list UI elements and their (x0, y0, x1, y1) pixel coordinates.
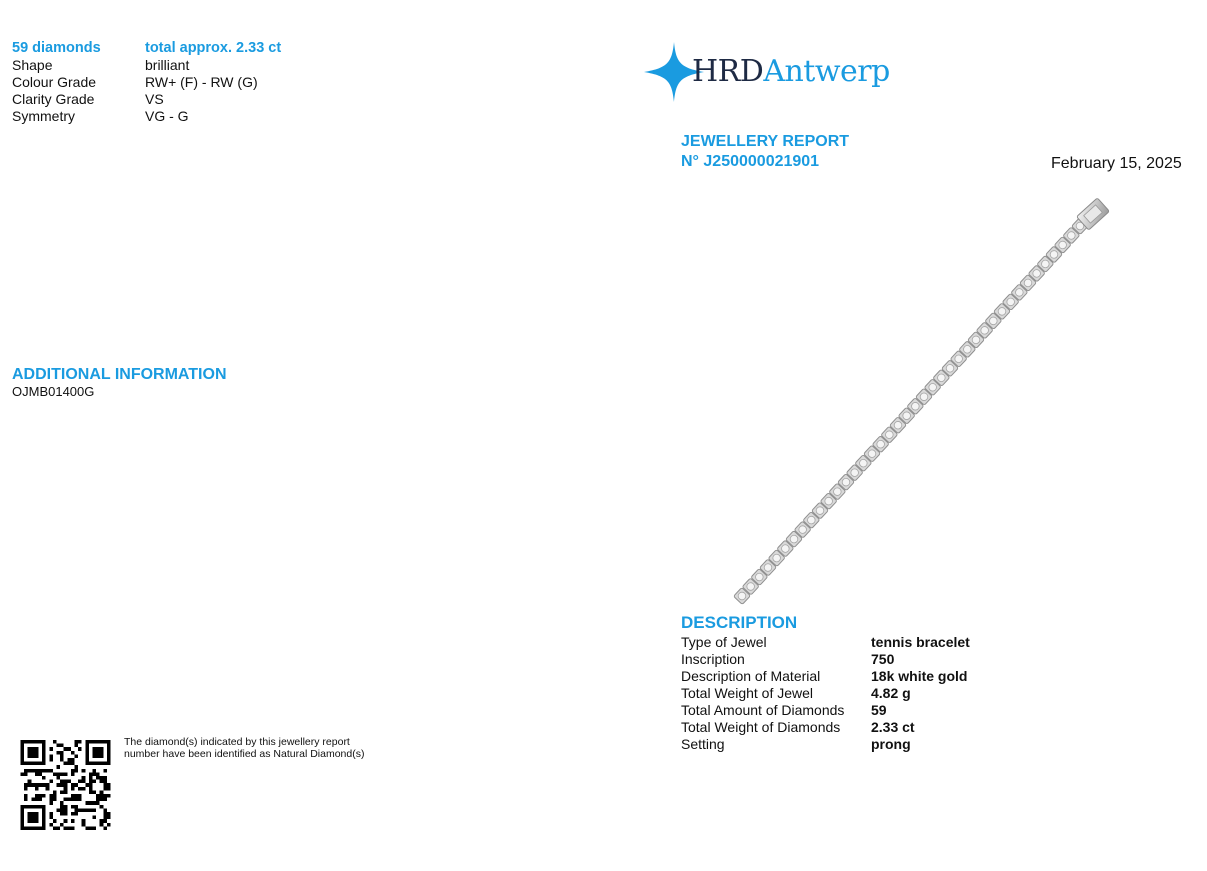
row-label: Setting (681, 736, 725, 752)
report-number: N° J250000021901 (681, 153, 820, 170)
hrd-antwerp-logo (642, 40, 942, 104)
row-value: 2.33 ct (871, 719, 915, 735)
natural-diamond-note: The diamond(s) indicated by this jewellery report number have been identified as Natural Diamond(s) (124, 736, 365, 760)
additional-information (12, 366, 227, 399)
row-label: Total Amount of Diamonds (681, 702, 845, 718)
row-label: Total Weight of Jewel (681, 685, 814, 701)
description-row-jewel-weight (681, 685, 970, 702)
diamond-total-weight: total approx. 2.33 ct (145, 40, 282, 56)
description-title: DESCRIPTION (681, 613, 798, 632)
description-section (681, 612, 970, 753)
report-title: JEWELLERY REPORT (681, 133, 850, 150)
row-label: Symmetry (12, 108, 75, 124)
report-heading (681, 132, 849, 172)
row-value: brilliant (145, 57, 190, 73)
row-value: VS (145, 91, 164, 107)
diamond-row-symmetry (12, 108, 332, 125)
logo-antwerp: Antwerp (763, 54, 890, 89)
report-date: February 15, 2025 (1051, 155, 1182, 172)
row-value: tennis bracelet (871, 634, 970, 650)
diamond-summary (12, 40, 332, 125)
row-value: RW+ (F) - RW (G) (145, 74, 258, 90)
logo-wordmark (692, 54, 890, 89)
row-label: Inscription (681, 651, 745, 667)
description-row-diamond-amount (681, 702, 970, 719)
additional-information-value: OJMB01400G (12, 384, 95, 399)
row-value: 750 (871, 651, 895, 667)
row-value: 4.82 g (871, 685, 911, 701)
diamond-row-shape (12, 57, 332, 74)
description-row-inscription (681, 651, 970, 668)
logo-hrd: HRD (692, 54, 764, 89)
diamond-count: 59 diamonds (12, 40, 101, 56)
diamond-row-colour (12, 74, 332, 91)
row-label: Colour Grade (12, 74, 97, 90)
description-table (681, 634, 970, 753)
row-label: Description of Material (681, 668, 821, 684)
row-value: VG - G (145, 108, 189, 124)
description-row-type (681, 634, 970, 651)
diamond-row-clarity (12, 91, 332, 108)
row-value: 18k white gold (871, 668, 968, 684)
row-label: Total Weight of Diamonds (681, 719, 841, 735)
diamond-summary-header (12, 40, 332, 57)
row-value: prong (871, 736, 911, 752)
description-row-setting (681, 736, 970, 753)
additional-information-title: ADDITIONAL INFORMATION (12, 366, 227, 383)
row-label: Type of Jewel (681, 634, 767, 650)
row-label: Shape (12, 57, 53, 73)
qr-code[interactable] (18, 740, 113, 830)
description-row-material (681, 668, 970, 685)
row-label: Clarity Grade (12, 91, 95, 107)
description-row-diamond-weight (681, 719, 970, 736)
row-value: 59 (871, 702, 887, 718)
tennis-bracelet-image (728, 196, 1128, 606)
